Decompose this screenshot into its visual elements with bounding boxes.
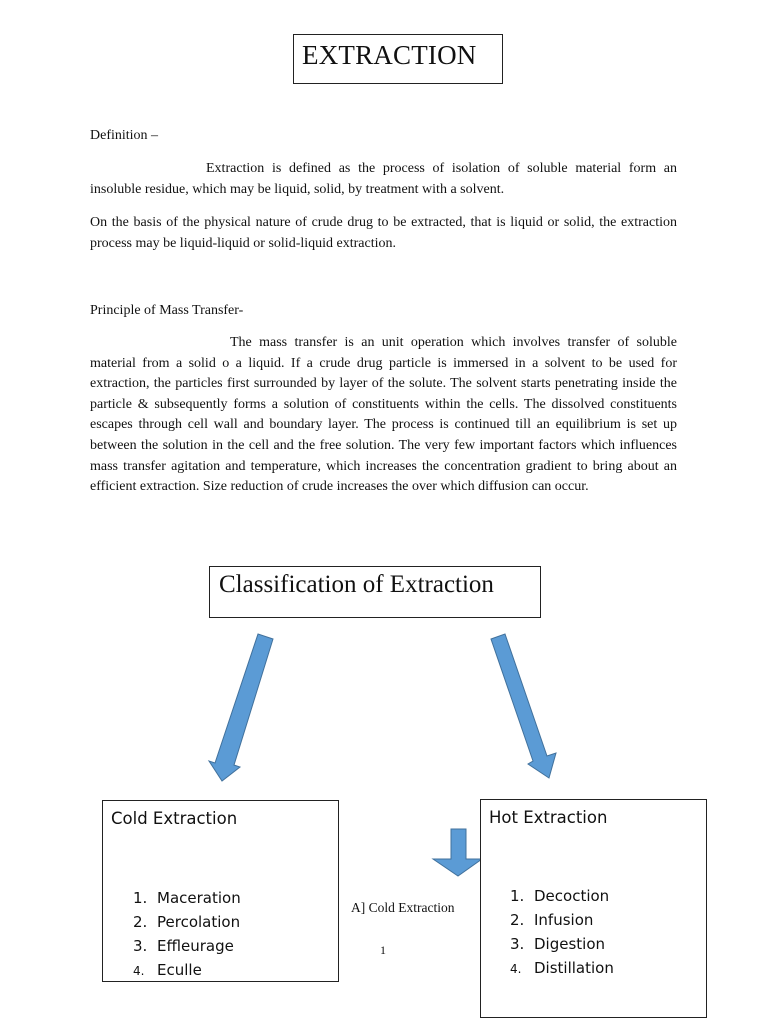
principle-heading: Principle of Mass Transfer- [90,303,244,318]
cold-extraction-list [133,889,241,982]
hot-extraction-list [510,887,614,983]
list-item: 2. Percolation [133,913,241,931]
classification-title: Classification of Extraction [219,571,494,598]
arrow-right-diagonal [491,634,556,778]
list-item: 4. Distillation [510,959,614,977]
classification-title-box [209,566,541,618]
hot-extraction-box [480,799,707,1018]
definition-paragraph-2: On the basis of the physical nature of crude drug to be extracted, that is liquid or solid, the extraction process may be liquid-liquid or solid-liquid extraction. [90,215,677,251]
cold-extraction-title: Cold Extraction [111,809,238,828]
cold-extraction-box [102,800,339,982]
definition-paragraph-1: Extraction is defined as the process of isolation of soluble material form an insoluble residue, which may be liquid, solid, by treatment with a solvent. [90,161,677,197]
page-title: EXTRACTION [302,40,477,70]
list-item: 1. Maceration [133,889,241,907]
list-item: 1. Decoction [510,887,610,905]
list-item: 3. Digestion [510,935,606,953]
title-box [293,34,503,84]
cold-extraction-subheading: A] Cold Extraction [351,900,455,915]
list-item: 3. Effleurage [133,937,234,955]
arrow-down-small [433,829,482,876]
list-item: 4. Eculle [133,961,202,979]
definition-heading: Definition – [90,128,159,143]
hot-extraction-title: Hot Extraction [489,808,608,827]
page-number: 1 [380,943,386,957]
principle-paragraph: The mass transfer is an unit operation which involves transfer of soluble material from a solid o a liquid. If a crude drug particle is immersed in a solvent to be used for extraction, the particles first surrounded by layer of the solute. The solvent starts penetrating inside the particle & subsequently forms a solution of constituents within the cells. The dissolved constituents escapes through cell wall and boundary layer. The process is continued till an equilibrium is set up between the solution in the cell and the free solution. The very few important factors which influences mass transfer agitation and temperature, which increases the concentration gradient to bring about an efficient extraction. Size reduction of crude increases the over which diffusion can occur. [90,335,677,495]
arrow-left-diagonal [209,634,273,781]
list-item: 2. Infusion [510,911,594,929]
